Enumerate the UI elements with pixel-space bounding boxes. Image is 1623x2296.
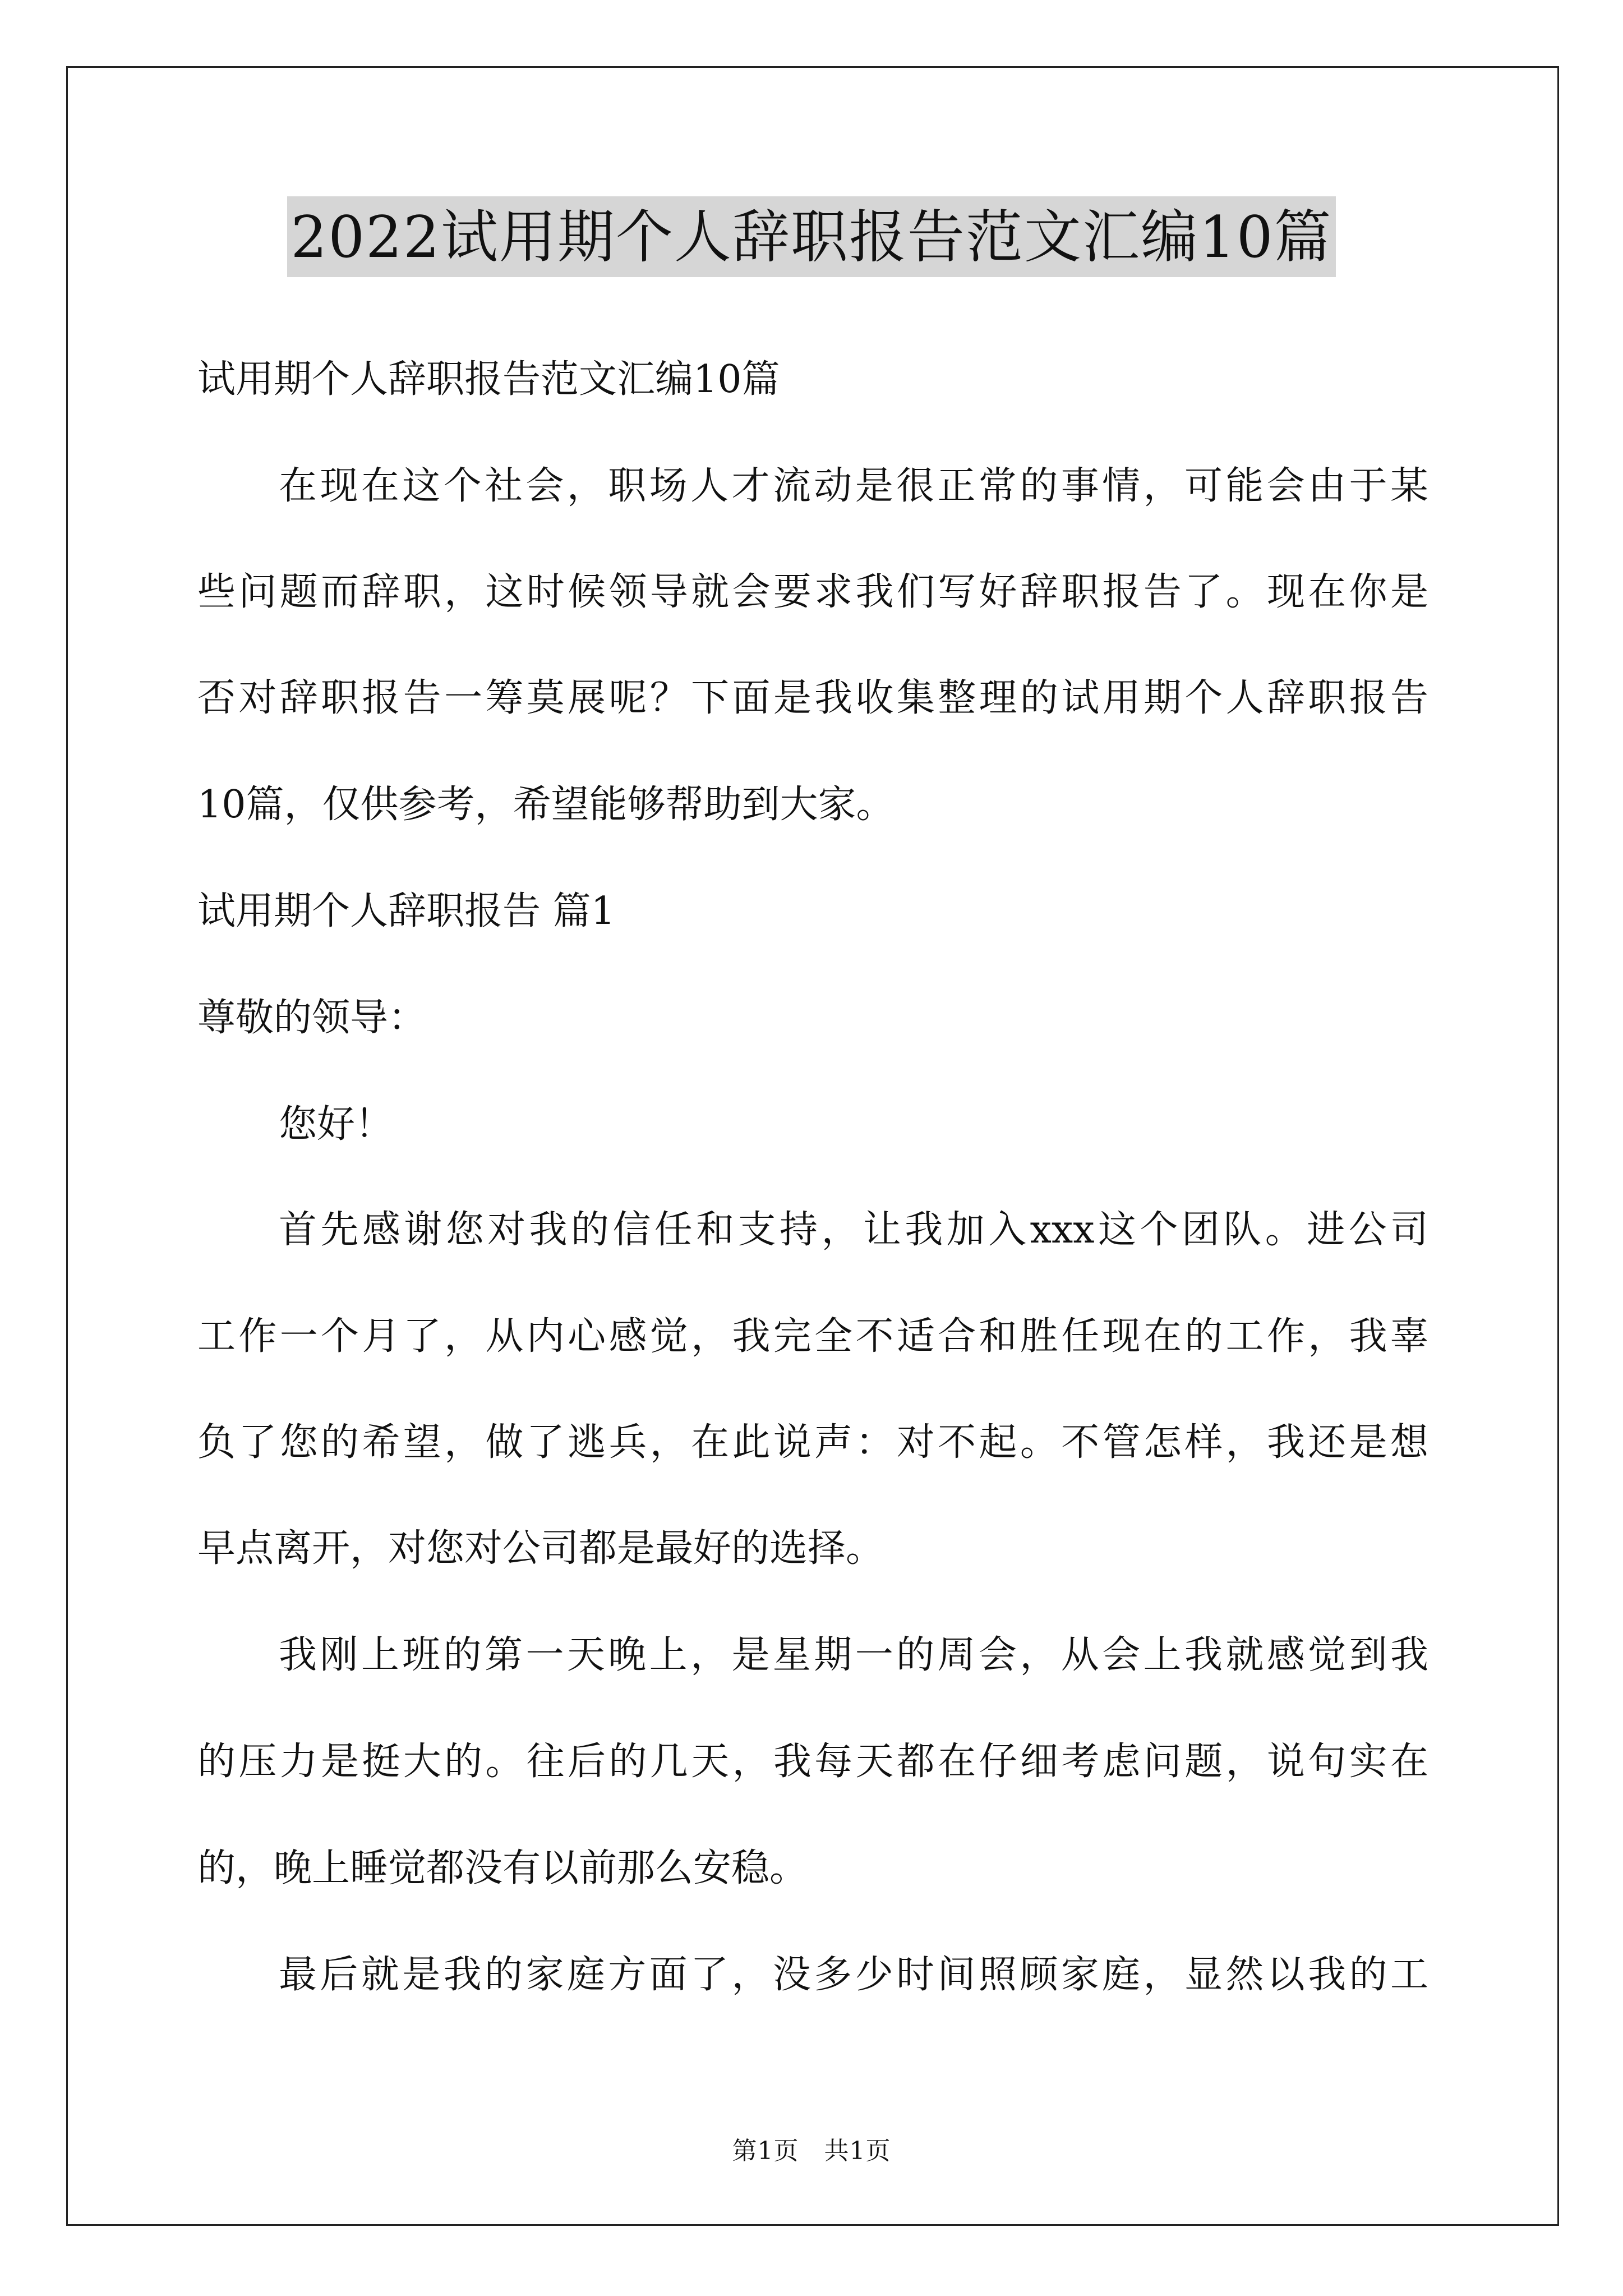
body-line: 早点离开，对您对公司都是最好的选择。 xyxy=(197,1526,884,1571)
body-line: 10篇，仅供参考，希望能够帮助到大家。 xyxy=(197,783,895,827)
body-line: 的，晚上睡觉都没有以前那么安稳。 xyxy=(197,1846,808,1890)
body-line: 否对辞职报告一筹莫展呢？下面是我收集整理的试用期个人辞职报告 xyxy=(197,676,1428,720)
document-title: 2022试用期个人辞职报告范文汇编10篇 xyxy=(287,196,1335,277)
page-footer: 第1页 共1页 xyxy=(732,2137,891,2165)
body-line: 我刚上班的第一天晚上，是星期一的周会，从会上我就感觉到我 xyxy=(279,1633,1428,1677)
body-line: 工作一个月了，从内心感觉，我完全不适合和胜任现在的工作，我辜 xyxy=(197,1314,1428,1359)
body-line: 最后就是我的家庭方面了，没多少时间照顾家庭，显然以我的工 xyxy=(279,1953,1428,1997)
body-line: 的压力是挺大的。往后的几天，我每天都在仔细考虑问题，说句实在 xyxy=(197,1740,1428,1784)
body-line: 在现在这个社会，职场人才流动是很正常的事情，可能会由于某 xyxy=(279,464,1428,508)
greeting: 您好！ xyxy=(279,1102,394,1147)
title-container xyxy=(0,196,1623,277)
body-line: 首先感谢您对我的信任和支持，让我加入xxx这个团队。进公司 xyxy=(279,1208,1428,1252)
subtitle-line: 试用期个人辞职报告范文汇编10篇 xyxy=(197,357,780,402)
body-line: 负了您的希望，做了逃兵，在此说声：对不起。不管怎样，我还是想 xyxy=(197,1420,1428,1465)
section-heading: 试用期个人辞职报告 篇1 xyxy=(197,889,615,933)
salutation: 尊敬的领导： xyxy=(197,996,427,1040)
body-line: 些问题而辞职，这时候领导就会要求我们写好辞职报告了。现在你是 xyxy=(197,570,1428,614)
